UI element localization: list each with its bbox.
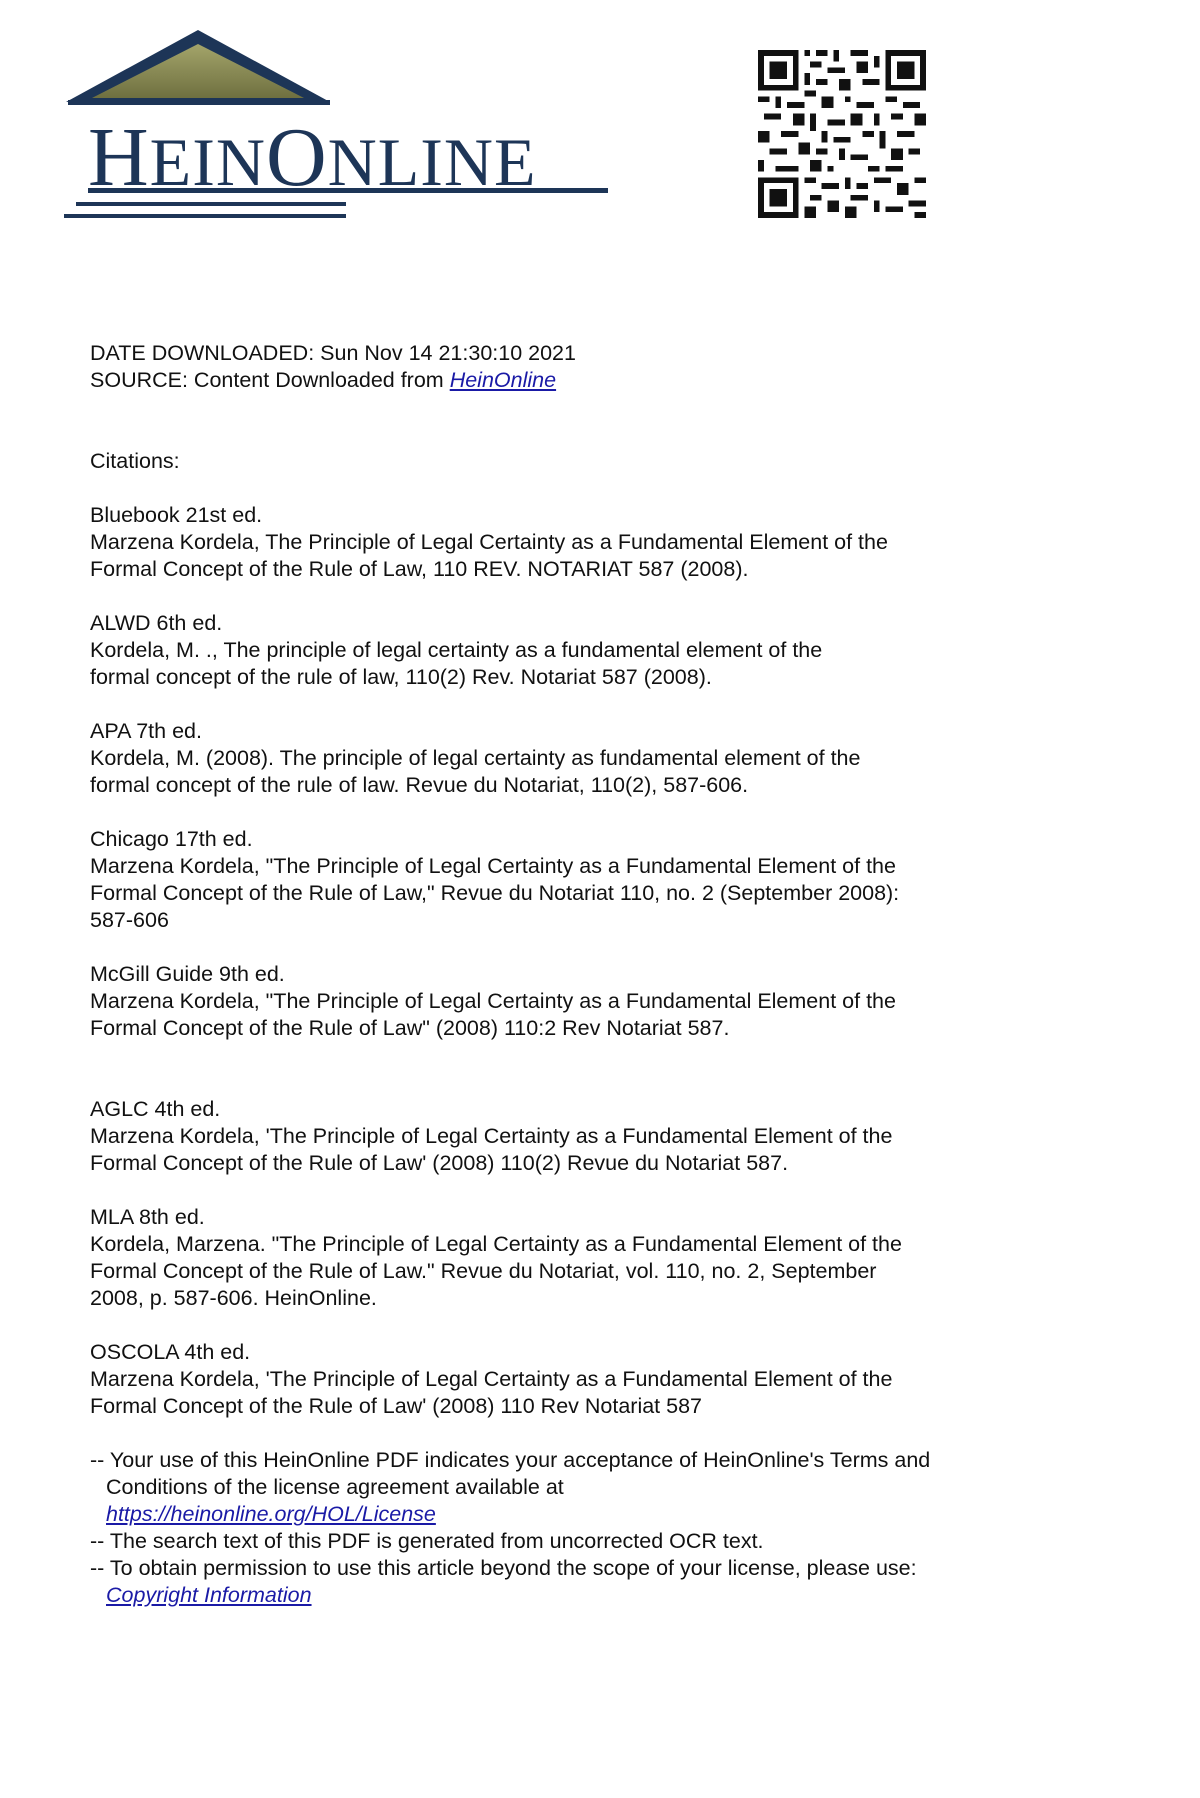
citation-text: Formal Concept of the Rule of Law' (2008) 110 Rev Notariat 587 xyxy=(90,1394,703,1418)
citation-style: Chicago 17th ed. xyxy=(90,827,253,851)
citation-style: OSCOLA 4th ed. xyxy=(90,1340,251,1364)
citation-text: Formal Concept of the Rule of Law' (2008) 110(2) Revue du Notariat 587. xyxy=(90,1151,789,1175)
heinonline-link[interactable]: HeinOnline xyxy=(449,368,557,392)
permission-note: -- To obtain permission to use this article beyond the scope of your license, please use: xyxy=(90,1556,917,1580)
citation-text: Marzena Kordela, "The Principle of Legal Certainty as a Fundamental Element of the xyxy=(90,854,896,878)
citations-heading: Citations: xyxy=(90,449,180,473)
citation-text: Marzena Kordela, The Principle of Legal Certainty as a Fundamental Element of the xyxy=(90,530,888,554)
citation-text: formal concept of the rule of law. Revue du Notariat, 110(2), 587-606. xyxy=(90,773,749,797)
citation-text: Marzena Kordela, "The Principle of Legal Certainty as a Fundamental Element of the xyxy=(90,989,896,1013)
citation-chicago xyxy=(90,826,1130,934)
citation-alwd xyxy=(90,610,1130,691)
citation-style: APA 7th ed. xyxy=(90,719,202,743)
citation-text: 587-606 xyxy=(90,908,169,932)
citation-style: MLA 8th ed. xyxy=(90,1205,205,1229)
citation-bluebook xyxy=(90,502,1130,583)
citation-aglc xyxy=(90,1096,1130,1177)
citation-apa xyxy=(90,718,1130,799)
citation-text: formal concept of the rule of law, 110(2) Rev. Notariat 587 (2008). xyxy=(90,665,712,689)
heinonline-logo xyxy=(58,28,668,234)
citation-oscola xyxy=(90,1339,1130,1420)
citation-text: Kordela, M. (2008). The principle of legal certainty as fundamental element of the xyxy=(90,746,861,770)
citation-mcgill xyxy=(90,961,1130,1042)
citation-text: Kordela, Marzena. "The Principle of Legal Certainty as a Fundamental Element of the xyxy=(90,1232,902,1256)
terms-note: -- Your use of this HeinOnline PDF indicates your acceptance of HeinOnline's Terms and xyxy=(90,1448,931,1472)
citation-mla xyxy=(90,1204,1130,1312)
terms-note-continued: Conditions of the license agreement available at xyxy=(106,1475,564,1499)
citation-style: AGLC 4th ed. xyxy=(90,1097,221,1121)
citations-list xyxy=(90,502,1130,1420)
usage-notes xyxy=(90,1447,1130,1609)
citation-text: Formal Concept of the Rule of Law, 110 REV. NOTARIAT 587 (2008). xyxy=(90,557,749,581)
copyright-information-link[interactable]: Copyright Information xyxy=(106,1583,312,1607)
citation-style: Bluebook 21st ed. xyxy=(90,503,263,527)
citation-text: Formal Concept of the Rule of Law." Revue du Notariat, vol. 110, no. 2, September xyxy=(90,1259,877,1283)
date-downloaded: DATE DOWNLOADED: Sun Nov 14 21:30:10 2021 xyxy=(90,341,576,365)
logo-wordmark: HEINONLINE xyxy=(88,111,537,204)
citation-style: ALWD 6th ed. xyxy=(90,611,223,635)
license-link[interactable]: https://heinonline.org/HOL/License xyxy=(106,1502,436,1526)
source-line xyxy=(90,367,1130,394)
citation-text: Marzena Kordela, 'The Principle of Legal Certainty as a Fundamental Element of the xyxy=(90,1367,893,1391)
source-prefix: SOURCE: Content Downloaded from xyxy=(90,368,444,392)
citation-page xyxy=(90,340,1130,1609)
ocr-note: -- The search text of this PDF is generated from uncorrected OCR text. xyxy=(90,1529,764,1553)
qr-code-icon xyxy=(758,50,926,218)
citation-style: McGill Guide 9th ed. xyxy=(90,962,285,986)
citation-text: Kordela, M. ., The principle of legal certainty as a fundamental element of the xyxy=(90,638,823,662)
citation-text: Marzena Kordela, 'The Principle of Legal Certainty as a Fundamental Element of the xyxy=(90,1124,893,1148)
citation-text: Formal Concept of the Rule of Law" (2008) 110:2 Rev Notariat 587. xyxy=(90,1016,730,1040)
citation-text: 2008, p. 587-606. HeinOnline. xyxy=(90,1286,377,1310)
citation-text: Formal Concept of the Rule of Law," Revue du Notariat 110, no. 2 (September 2008): xyxy=(90,881,900,905)
